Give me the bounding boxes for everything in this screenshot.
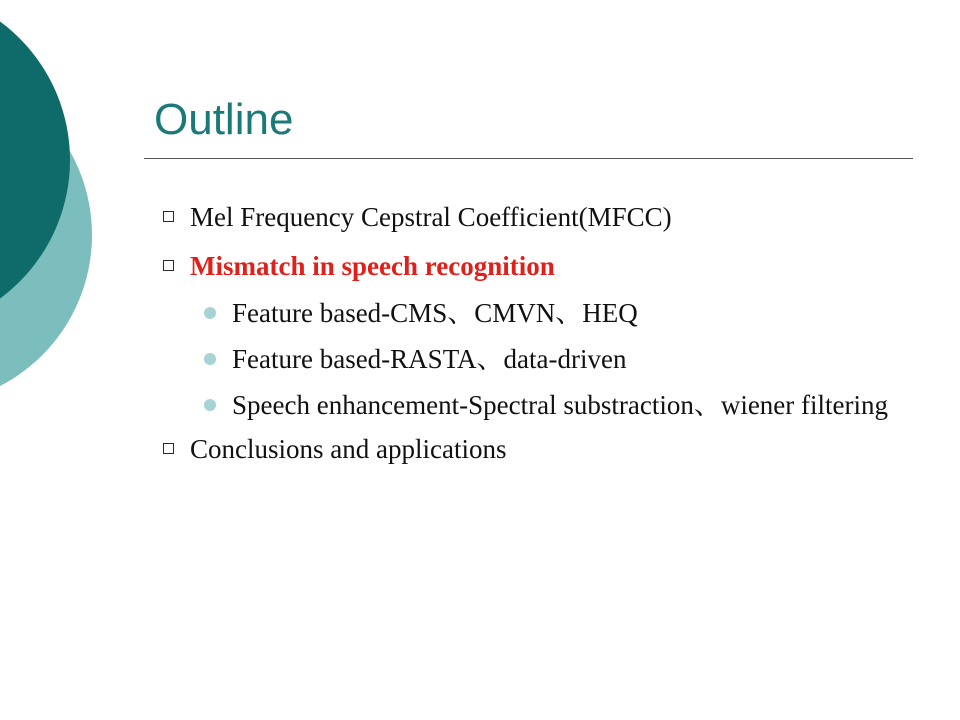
dot-bullet-icon (204, 307, 216, 319)
sub-item-text: Feature based-CMS、CMVN、HEQ (232, 298, 638, 328)
outline-item-mfcc (160, 199, 910, 235)
outline-item-text: Mismatch in speech recognition (190, 251, 555, 281)
outline-list (160, 199, 910, 480)
outline-item-conclusions (160, 431, 910, 467)
dot-bullet-icon (204, 399, 216, 411)
square-bullet-icon (163, 211, 174, 222)
sub-item-cms (160, 297, 910, 329)
sub-item-text: Speech enhancement-Spectral substraction、wiener filtering (232, 390, 889, 420)
slide-title: Outline (154, 95, 294, 144)
sub-item-text: Feature based-RASTA、data-driven (232, 344, 627, 374)
sub-item-rasta (160, 343, 910, 375)
title-divider (144, 158, 913, 159)
outline-item-text: Conclusions and applications (190, 434, 507, 464)
sub-item-speech-enhancement (160, 389, 910, 421)
square-bullet-icon (163, 443, 174, 454)
square-bullet-icon (163, 260, 174, 271)
dot-bullet-icon (204, 353, 216, 365)
decorative-circles (0, 0, 120, 400)
outline-item-mismatch (160, 248, 910, 284)
outline-item-text: Mel Frequency Cepstral Coefficient(MFCC) (190, 202, 672, 232)
